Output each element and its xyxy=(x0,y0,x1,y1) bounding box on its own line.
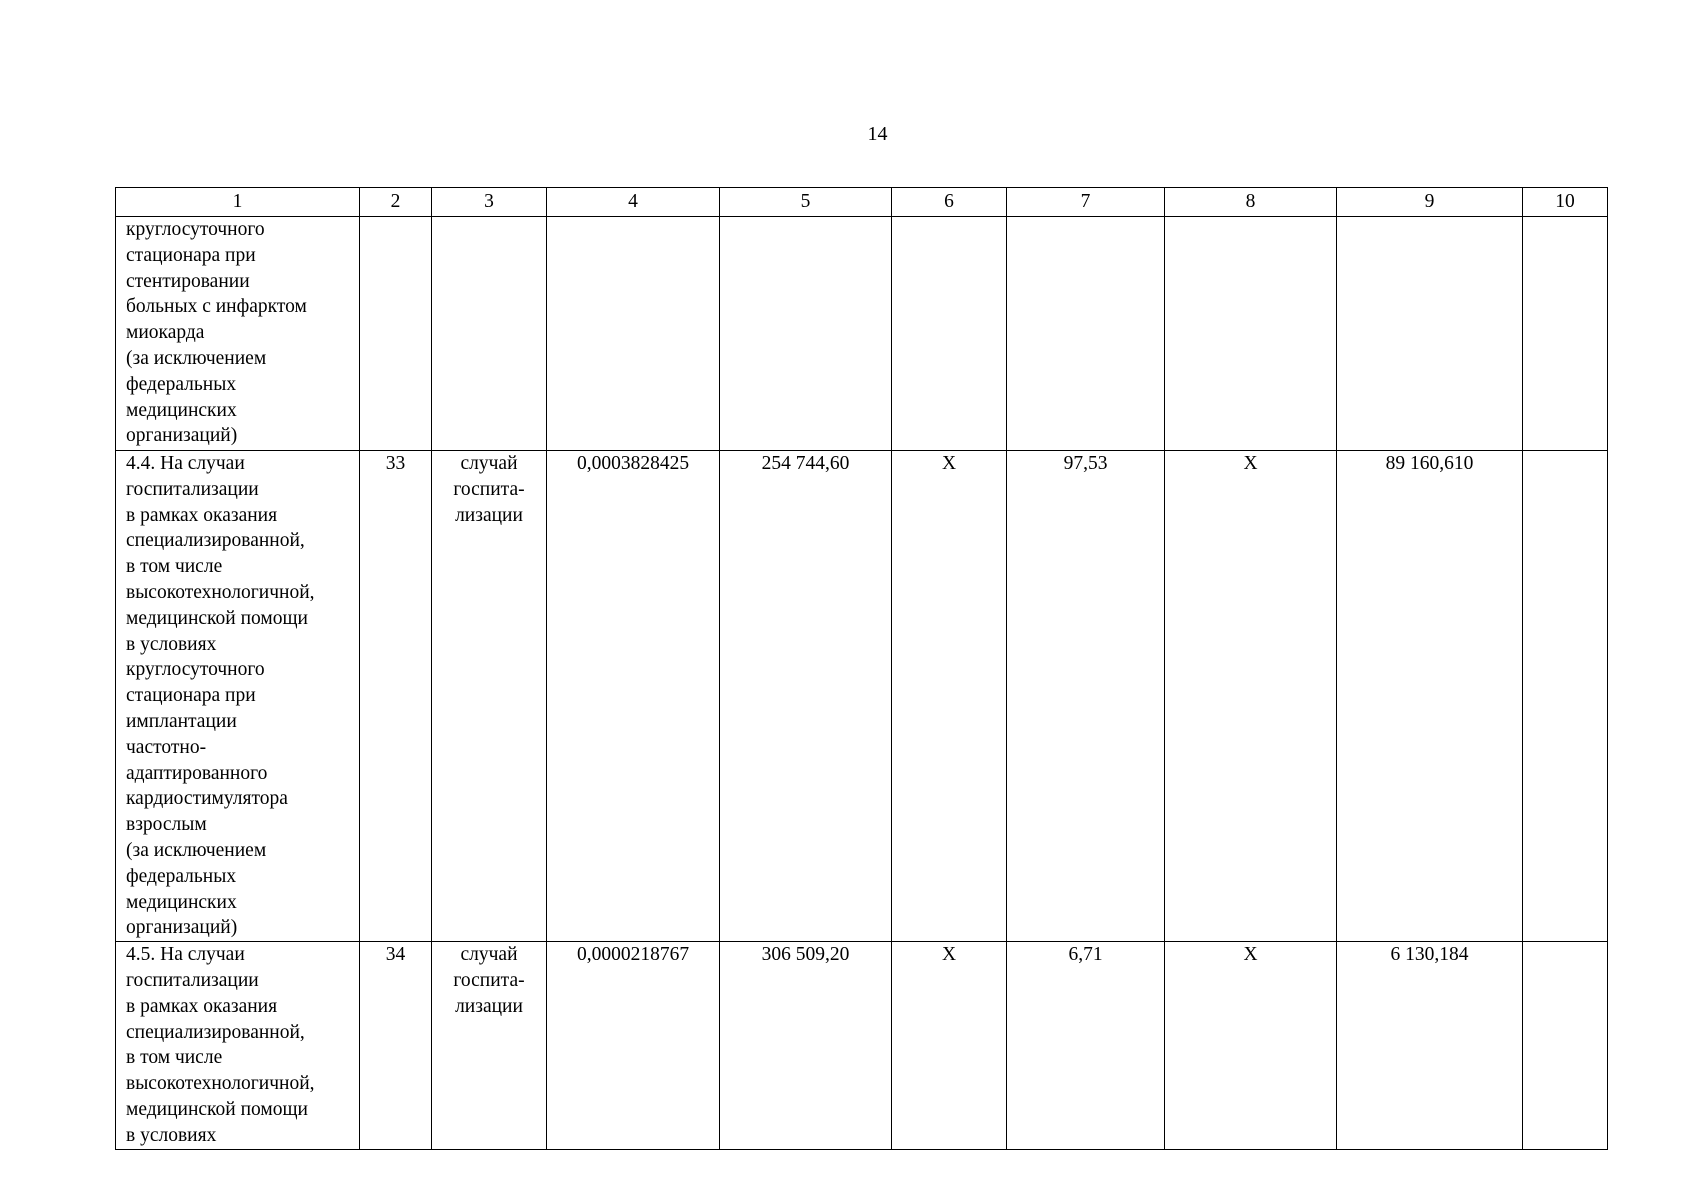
volume-norm: 0,0003828425 xyxy=(547,451,720,942)
text-line: медицинских xyxy=(126,399,237,421)
text-line: в рамках оказания xyxy=(126,504,278,526)
table-row xyxy=(116,217,1608,451)
text-line: больных с инфарктом xyxy=(126,296,307,318)
cell-col-8 xyxy=(1165,217,1337,451)
column-header: 3 xyxy=(432,188,547,217)
text-line: высокотехнологичной, xyxy=(126,581,315,603)
text-line: в рамках оказания xyxy=(126,995,278,1017)
text-line: кардиостимулятора xyxy=(126,788,288,810)
per-capita-value: 97,53 xyxy=(1007,451,1165,942)
cell-col-6: Х xyxy=(892,451,1007,942)
row-code: 34 xyxy=(360,942,432,1149)
text-line: (за исключением xyxy=(126,839,267,861)
table-row xyxy=(116,942,1608,1149)
unit-of-measure xyxy=(432,451,547,942)
text-line: лизации xyxy=(455,995,523,1017)
text-line: организаций) xyxy=(126,425,238,447)
row-description xyxy=(116,217,360,451)
total-cost xyxy=(1337,217,1523,451)
row-code: 33 xyxy=(360,451,432,942)
cost-norm: 306 509,20 xyxy=(720,942,892,1149)
text-line: 4.4. На случаи xyxy=(126,453,245,474)
text-line: федеральных xyxy=(126,865,237,887)
cell-col-10 xyxy=(1523,217,1608,451)
text-line: специализированной, xyxy=(126,1021,305,1043)
text-line: имплантации xyxy=(126,710,237,732)
unit-of-measure xyxy=(432,217,547,451)
text-line: адаптированного xyxy=(126,762,268,784)
text-line: 4.5. На случаи xyxy=(126,944,245,966)
row-description xyxy=(116,942,360,1149)
column-header: 9 xyxy=(1337,188,1523,217)
text-line: медицинской помощи xyxy=(126,1098,308,1120)
text-line: в условиях xyxy=(126,1124,217,1146)
text-line: стентировании xyxy=(126,270,250,292)
column-header: 7 xyxy=(1007,188,1165,217)
cell-col-8: Х xyxy=(1165,451,1337,942)
total-cost: 89 160,610 xyxy=(1337,451,1523,942)
table-row xyxy=(116,451,1608,942)
column-header: 1 xyxy=(116,188,360,217)
row-description xyxy=(116,451,360,942)
cell-col-6: Х xyxy=(892,942,1007,1149)
text-line: госпита- xyxy=(453,478,525,500)
text-line: миокарда xyxy=(126,322,205,344)
unit-of-measure xyxy=(432,942,547,1149)
text-line: специализированной, xyxy=(126,530,305,552)
allocation-table xyxy=(115,187,1608,1150)
cost-norm xyxy=(720,217,892,451)
cell-col-10 xyxy=(1523,942,1608,1149)
cell-col-10 xyxy=(1523,451,1608,942)
text-line: случай xyxy=(460,944,518,966)
column-header: 10 xyxy=(1523,188,1608,217)
text-line: в условиях xyxy=(126,633,217,655)
volume-norm: 0,0000218767 xyxy=(547,942,720,1149)
per-capita-value: 6,71 xyxy=(1007,942,1165,1149)
text-line: взрослым xyxy=(126,814,207,836)
text-line: в том числе xyxy=(126,556,223,578)
total-cost: 6 130,184 xyxy=(1337,942,1523,1149)
text-line: госпита- xyxy=(453,969,525,991)
text-line: медицинской помощи xyxy=(126,607,308,629)
text-line: частотно- xyxy=(126,736,207,758)
cell-col-8: Х xyxy=(1165,942,1337,1149)
text-line: стационара при xyxy=(126,244,256,266)
column-header: 4 xyxy=(547,188,720,217)
text-line: случай xyxy=(460,453,518,474)
table-header-row xyxy=(116,188,1608,217)
text-line: высокотехнологичной, xyxy=(126,1073,315,1095)
text-line: стационара при xyxy=(126,685,256,707)
column-header: 5 xyxy=(720,188,892,217)
text-line: круглосуточного xyxy=(126,659,265,681)
text-line: организаций) xyxy=(126,917,238,939)
column-header: 2 xyxy=(360,188,432,217)
page-number: 14 xyxy=(867,123,888,145)
per-capita-value xyxy=(1007,217,1165,451)
cell-col-6 xyxy=(892,217,1007,451)
text-line: госпитализации xyxy=(126,478,259,500)
text-line: (за исключением xyxy=(126,347,267,369)
text-line: госпитализации xyxy=(126,969,259,991)
column-header: 8 xyxy=(1165,188,1337,217)
cost-norm: 254 744,60 xyxy=(720,451,892,942)
text-line: медицинских xyxy=(126,891,237,913)
text-line: лизации xyxy=(455,504,523,526)
row-code xyxy=(360,217,432,451)
volume-norm xyxy=(547,217,720,451)
text-line: круглосуточного xyxy=(126,219,265,240)
text-line: федеральных xyxy=(126,373,237,395)
column-header: 6 xyxy=(892,188,1007,217)
text-line: в том числе xyxy=(126,1047,223,1069)
